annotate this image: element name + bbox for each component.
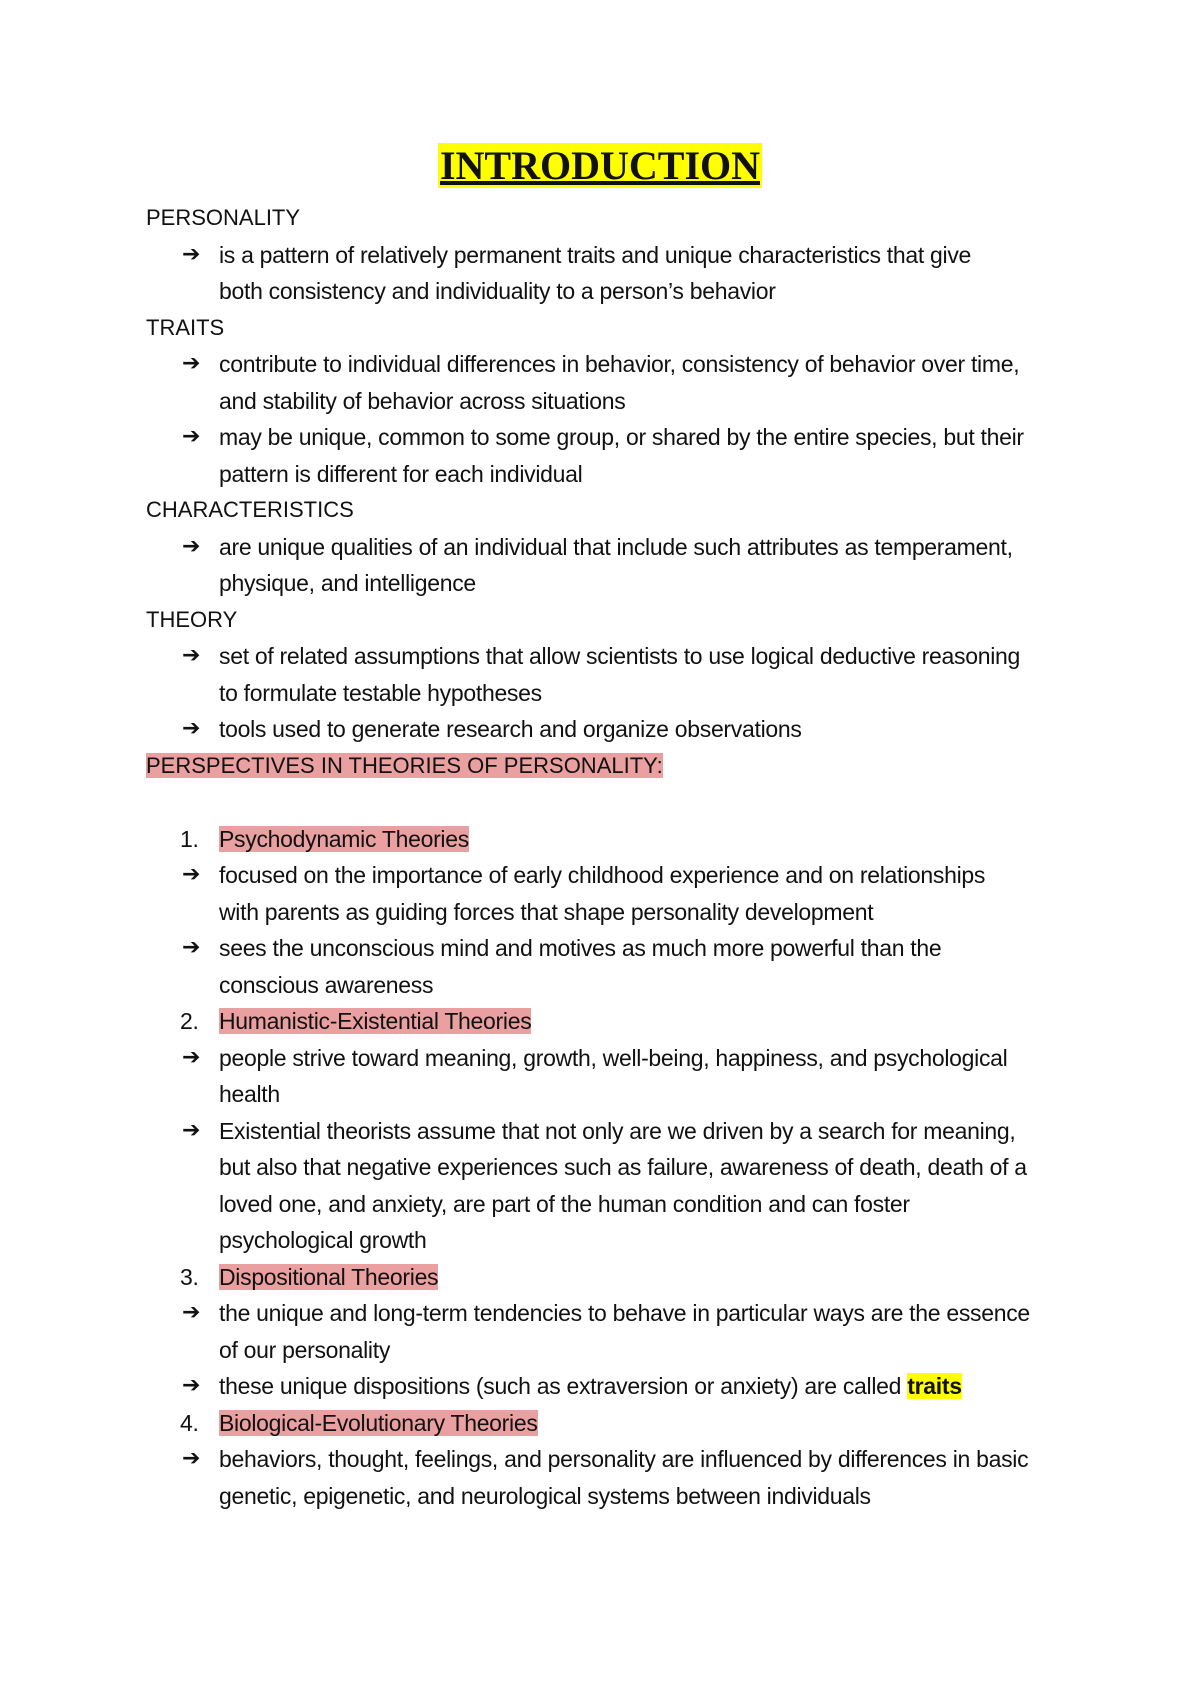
bullet-line: genetic, epigenetic, and neurological systems between individuals: [219, 1482, 871, 1509]
perspective-name: Psychodynamic Theories: [219, 825, 469, 852]
bullet-item: [146, 711, 1076, 748]
bullet-line: loved one, and anxiety, are part of the human condition and can foster: [219, 1190, 910, 1217]
bullet-line: is a pattern of relatively permanent traits and unique characteristics that give: [219, 241, 972, 268]
bullet-line: sees the unconscious mind and motives as much more powerful than the: [219, 935, 942, 961]
bullet-line: health: [219, 1081, 280, 1107]
arrow-bullet-icon: ➔: [182, 935, 201, 960]
bullet-line: of our personality: [219, 1336, 391, 1363]
bullet-item: [146, 1113, 1076, 1259]
bullet-item: [146, 346, 1076, 419]
bullet-line: contribute to individual differences in behavior, consistency of behavior over time,: [219, 351, 1020, 377]
arrow-bullet-icon: ➔: [182, 1300, 201, 1325]
spacer: [146, 784, 1076, 821]
bullet-line: tools used to generate research and organize observations: [219, 716, 802, 742]
perspective-title-3: [146, 1259, 1076, 1296]
arrow-bullet-icon: ➔: [182, 862, 201, 887]
bullet-item: [146, 419, 1076, 492]
bullet-line: conscious awareness: [219, 971, 434, 998]
bullet-line: psychological growth: [219, 1227, 427, 1253]
list-number: 2.: [180, 1008, 199, 1034]
bullet-line: people strive toward meaning, growth, well-being, happiness, and psychological: [219, 1044, 1008, 1071]
list-number: 1.: [180, 825, 199, 852]
bullet-line: both consistency and individuality to a person’s behavior: [219, 278, 776, 304]
arrow-bullet-icon: ➔: [182, 351, 201, 376]
list-number: 3.: [180, 1263, 199, 1290]
bullet-line: Existential theorists assume that not only are we driven by a search for meaning,: [219, 1117, 1016, 1144]
arrow-bullet-icon: ➔: [182, 716, 201, 741]
bullet-item: [146, 237, 1076, 310]
perspective-title-4: [146, 1405, 1076, 1442]
bullet-item: [146, 1368, 1076, 1405]
section-heading-theory: THEORY: [146, 606, 238, 632]
bullet-line: to formulate testable hypotheses: [219, 679, 542, 706]
perspectives-heading: [146, 748, 1076, 785]
bullet-item: [146, 930, 1076, 1003]
perspective-title-2: [146, 1003, 1076, 1040]
bullet-item: [146, 1040, 1076, 1113]
document-body: [146, 200, 1076, 1514]
section-heading-characteristics: CHARACTERISTICS: [146, 497, 354, 522]
perspective-name: Biological-Evolutionary Theories: [219, 1409, 538, 1436]
arrow-bullet-icon: ➔: [182, 1446, 201, 1471]
title-container: [0, 144, 1200, 188]
bullet-line: but also that negative experiences such as failure, awareness of death, death of a: [219, 1154, 1027, 1180]
bullet-item: [146, 529, 1076, 602]
bullet-line: may be unique, common to some group, or shared by the entire species, but their: [219, 424, 1024, 450]
bullet-line: and stability of behavior across situations: [219, 387, 626, 414]
bullet-line: set of related assumptions that allow scientists to use logical deductive reasoning: [219, 643, 1021, 669]
highlighted-word-traits: traits: [907, 1373, 962, 1399]
perspectives-heading-text: PERSPECTIVES IN THEORIES OF PERSONALITY:: [146, 752, 663, 778]
bullet-line: are unique qualities of an individual that include such attributes as temperament,: [219, 533, 1013, 560]
perspective-name: Dispositional Theories: [219, 1263, 439, 1290]
arrow-bullet-icon: ➔: [182, 643, 201, 668]
arrow-bullet-icon: ➔: [182, 1117, 201, 1143]
bullet-item: [146, 1295, 1076, 1368]
bullet-item: [146, 638, 1076, 711]
arrow-bullet-icon: ➔: [182, 1373, 201, 1398]
arrow-bullet-icon: ➔: [182, 1044, 201, 1070]
bullet-line: the unique and long-term tendencies to behave in particular ways are the essence: [219, 1300, 1030, 1326]
bullet-line: physique, and intelligence: [219, 570, 476, 596]
arrow-bullet-icon: ➔: [182, 424, 201, 449]
perspective-title-1: [146, 821, 1076, 858]
arrow-bullet-icon: ➔: [182, 533, 201, 559]
bullet-line: focused on the importance of early childhood experience and on relationships: [219, 862, 986, 888]
bullet-line: these unique dispositions (such as extraversion or anxiety) are called: [219, 1373, 908, 1399]
bullet-item: [146, 857, 1076, 930]
perspective-name: Humanistic-Existential Theories: [219, 1008, 532, 1034]
list-number: 4.: [180, 1409, 199, 1436]
arrow-bullet-icon: ➔: [182, 241, 201, 267]
bullet-line: behaviors, thought, feelings, and personality are influenced by differences in basic: [219, 1446, 1029, 1472]
bullet-line: with parents as guiding forces that shape personality development: [219, 898, 874, 925]
section-heading-traits: TRAITS: [146, 314, 225, 340]
bullet-line: pattern is different for each individual: [219, 460, 583, 487]
page-title: INTRODUCTION: [439, 143, 761, 188]
section-heading-personality: PERSONALITY: [146, 205, 301, 230]
bullet-item: [146, 1441, 1076, 1514]
